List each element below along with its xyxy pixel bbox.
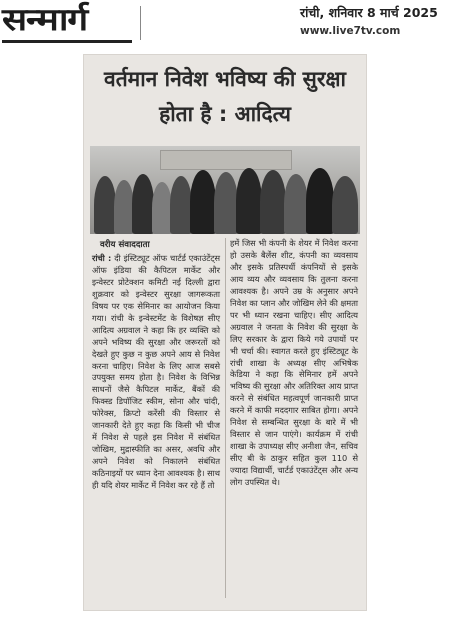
article-column-right [230,238,358,489]
newspaper-masthead [0,0,453,44]
photo-person [332,176,358,234]
seminar-photo [90,146,360,234]
edition-dateline: रांची, शनिवार 8 मार्च 2025 [300,5,438,20]
article-body-left: दी इंस्टिट्यूट ऑफ चार्टर्ड एकाउंटेंट्स ऑफ इंडिया की कैपिटल मार्केट और इन्वेस्टर प्रोटेक्शन कमिटी नई दिल्ली द्वारा शुक्रवार को इन्वेस्टर सुरक्षा जागरूकता विषय पर एक सेमिनार का आयोजन किया गया। रांची के इन्वेस्टमेंट के विशेषज्ञ सीए आदित्य अग्रवाल ने कहा कि हर व्यक्ति को अपने भविष्य की सुरक्षा और जरूरतों को देखते हुए कुछ न कुछ अपने आय से निवेश करना चाहिए। निवेश के लिए आज सबसे उपयुक्त समय होता है। निवेश के विभिन्न साधनों जैसे कैपिटल मार्केट, बैंकों की फिक्स्ड डिपॉजिट स्कीम, सोना और चांदी, फोरेक्स, क्रिप्टो करेंसी की विस्तार से जानकारी देते हुए कहा कि किसी भी चीज में निवेश से पहले इस निवेश में संबंधित जोखिम, मुद्रास्फीति का असर, अवधि और अपने निवेश को निकालने संबंधित कठिनाइयों पर ध्यान देना आवश्यक है। साथ ही यदि शेयर मार्केट में निवेश कर रहे हैं तो [92,252,220,491]
website-url: www.live7tv.com [300,25,401,37]
photo-person [114,180,134,234]
photo-backdrop-banner [160,150,292,170]
photo-person [132,174,154,234]
newspaper-logo: सन्मार्ग [2,2,88,38]
photo-person [236,168,262,234]
photo-person [152,182,172,234]
photo-person [94,176,116,234]
article-headline: वर्तमान निवेश भविष्य की सुरक्षा होता है : आदित्य [104,67,346,126]
article-byline: वरीय संवाददाता [100,240,150,250]
article-place: रांची : [92,252,112,263]
photo-person [214,172,238,234]
photo-person [306,168,334,234]
masthead-divider [140,6,141,40]
article-column-left [92,240,220,492]
article-body-right: हमें जिस भी कंपनी के शेयर में निवेश करना हो उसके बैलेंस शीट, कंपनी का व्यवसाय और इसके प्रतिस्पर्धी कंपनियों से इसके आय व्यय और व्यवसाय कि तुलना करना आवश्यक है। अपने उम्र के अनुसार अपने निवेश का प्लान और जोखिम लेने की क्षमता पर भी ध्यान रखना चाहिए। सीए आदित्य अग्रवाल ने जनता के निवेश की सुरक्षा के लिए सरकार के द्वारा किये गये उपायों पर भी चर्चा की। स्वागत करते हुए इंस्टिट्यूट के रांची शाखा के अध्यक्ष सीए अभिषेक केडिया ने कहा कि सेमिनार हमें अपने भविष्य की सुरक्षा और अतिरिक्त आय प्राप्त करने से संबंधित महत्वपूर्ण जानकारी प्राप्त करने में काफी मददगार साबित होगा। अपने निवेश से सम्बन्धित सुरक्षा के बारे में भी विस्तार से जान पाएंगे। कार्यक्रम में रांची शाखा के उपाध्यक्ष सीए अनीशा जैन, सचिव सीए बी के ठाकुर सहित कुल 110 से ज्यादा विद्यार्थी, चार्टर्ड एकाउंटेंट्स और अन्य लोग उपस्थित थे। [230,238,358,488]
photo-person [190,170,216,234]
photo-person [260,170,286,234]
photo-person [284,174,308,234]
column-divider [225,238,226,598]
photo-person [170,176,192,234]
logo-underline [2,40,132,43]
